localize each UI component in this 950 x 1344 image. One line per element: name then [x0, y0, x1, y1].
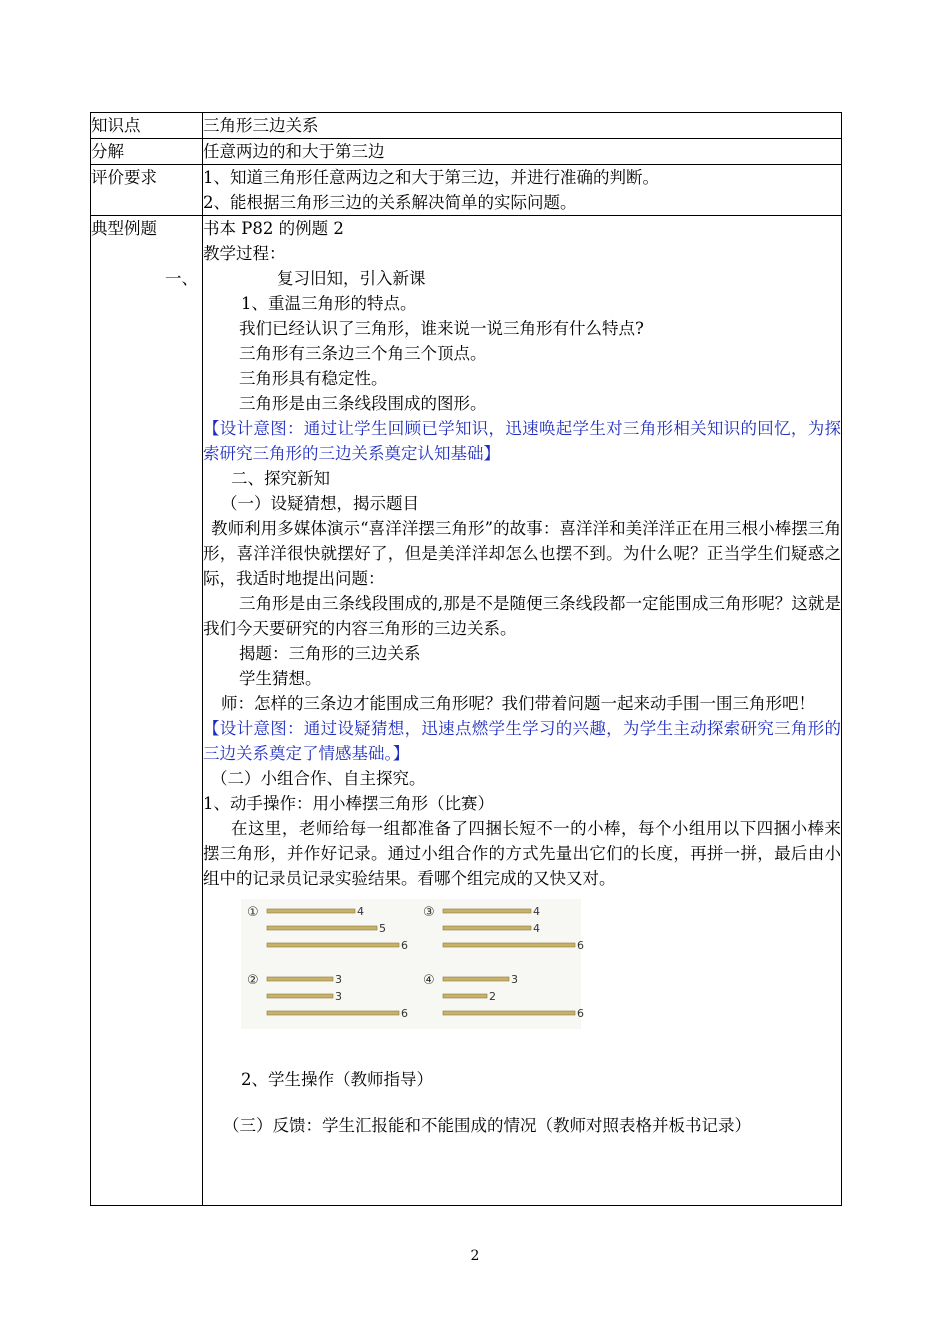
stick-length-label: 3: [335, 990, 342, 1003]
student-guess: 学生猜想。: [239, 669, 322, 688]
group-label: ④: [423, 973, 435, 988]
subsection-two-heading: （二）小组合作、自主探究。: [211, 769, 426, 788]
value-evaluation: [203, 165, 842, 216]
sticks-figure: [241, 899, 584, 1029]
group-label: ③: [423, 905, 435, 920]
design-intent-2: 【设计意图：通过设疑猜想，迅速点燃学生学习的兴趣，为学生主动探索研究三角形的三边关系奠定了情感基础。】: [203, 719, 841, 763]
label-knowledge-point: 知识点: [91, 113, 203, 139]
section-one-title: 复习旧知，引入新课: [277, 269, 426, 288]
label-breakdown: 分解: [91, 139, 203, 165]
section-two-heading: 二、探究新知: [231, 469, 330, 488]
review-answer-3: 三角形是由三条线段围成的图形。: [239, 394, 487, 413]
review-answer-2: 三角形具有稳定性。: [239, 369, 388, 388]
section-one-number: 一、: [165, 269, 198, 288]
stick: [443, 977, 509, 981]
reveal-topic: 揭题：三角形的三边关系: [239, 644, 421, 663]
design-intent-1: 【设计意图：通过让学生回顾已学知识，迅速唤起学生对三角形相关知识的回忆，为探索研究三角形的三边关系奠定认知基础】: [203, 419, 841, 463]
question-paragraph: 三角形是由三条线段围成的,那是不是随便三条线段都一定能围成三角形呢？这就是我们今天要研究的内容三角形的三边关系。: [203, 594, 841, 638]
lesson-table: [90, 112, 842, 1206]
subsection-one-heading: （一）设疑猜想，揭示题目: [221, 494, 419, 513]
stick: [443, 1011, 575, 1015]
stick: [443, 994, 487, 998]
stick: [267, 926, 377, 930]
stick-length-label: 6: [401, 1007, 408, 1020]
stick: [443, 943, 575, 947]
review-answer-1: 三角形有三条边三个角三个顶点。: [239, 344, 487, 363]
value-breakdown: 任意两边的和大于第三边: [203, 139, 842, 165]
subsection-three-heading: （三）反馈：学生汇报能和不能围成的情况（教师对照表格并板书记录）: [223, 1116, 751, 1135]
stick-length-label: 4: [533, 905, 540, 918]
stick-length-label: 6: [401, 939, 408, 952]
stick: [443, 909, 531, 913]
activity-heading: 1、动手操作：用小棒摆三角形（比赛）: [203, 794, 494, 813]
stick-length-label: 4: [357, 905, 364, 918]
review-item-1: 1、重温三角形的特点。: [241, 294, 417, 313]
evaluation-item-1: 1、知道三角形任意两边之和大于第三边，并进行准确的判断。: [203, 168, 659, 187]
section-one-heading: [165, 266, 841, 291]
teacher-prompt: 师：怎样的三条边才能围成三角形呢？我们带着问题一起来动手围一围三角形吧！: [221, 694, 815, 713]
stick: [267, 994, 333, 998]
label-typical-example: 典型例题: [91, 216, 203, 1206]
value-knowledge-point: 三角形三边关系: [203, 113, 842, 139]
stick-length-label: 3: [511, 973, 518, 986]
stick-length-label: 6: [577, 1007, 584, 1020]
page-number: 2: [470, 1248, 480, 1264]
stick: [267, 943, 399, 947]
story-paragraph: 教师利用多媒体演示“喜洋洋摆三角形”的故事：喜洋洋和美洋洋正在用三根小棒摆三角形，喜洋洋很快就摆好了，但是美洋洋却怎么也摆不到。为什么呢？正当学生们疑惑之际，我适时地提出问题：: [203, 519, 841, 588]
textbook-reference: 书本 P82 的例题 2: [203, 219, 344, 238]
group-label: ①: [247, 905, 259, 920]
lesson-content: [165, 216, 842, 1206]
label-evaluation: 评价要求: [91, 165, 203, 216]
activity-paragraph: 在这里，老师给每一组都准备了四捆长短不一的小棒，每个小组用以下四捆小棒来摆三角形，并作好记录。通过小组合作的方式先量出它们的长度，再拼一拼，最后由小组中的记录员记录实验结果。看哪个组完成的又快又对。: [203, 819, 841, 888]
stick-length-label: 2: [489, 990, 496, 1003]
stick: [443, 926, 531, 930]
student-operation: 2、学生操作（教师指导）: [241, 1070, 433, 1089]
sticks-diagram: [241, 899, 584, 1029]
stick: [267, 909, 355, 913]
stick-length-label: 6: [577, 939, 584, 952]
stick-length-label: 5: [379, 922, 386, 935]
stick: [267, 977, 333, 981]
evaluation-item-2: 2、能根据三角形三边的关系解决简单的实际问题。: [203, 193, 577, 212]
teaching-process-heading: 教学过程：: [203, 244, 286, 263]
stick: [267, 1011, 399, 1015]
group-label: ②: [247, 973, 259, 988]
review-question: 我们已经认识了三角形，谁来说一说三角形有什么特点?: [239, 319, 644, 338]
stick-length-label: 3: [335, 973, 342, 986]
stick-length-label: 4: [533, 922, 540, 935]
